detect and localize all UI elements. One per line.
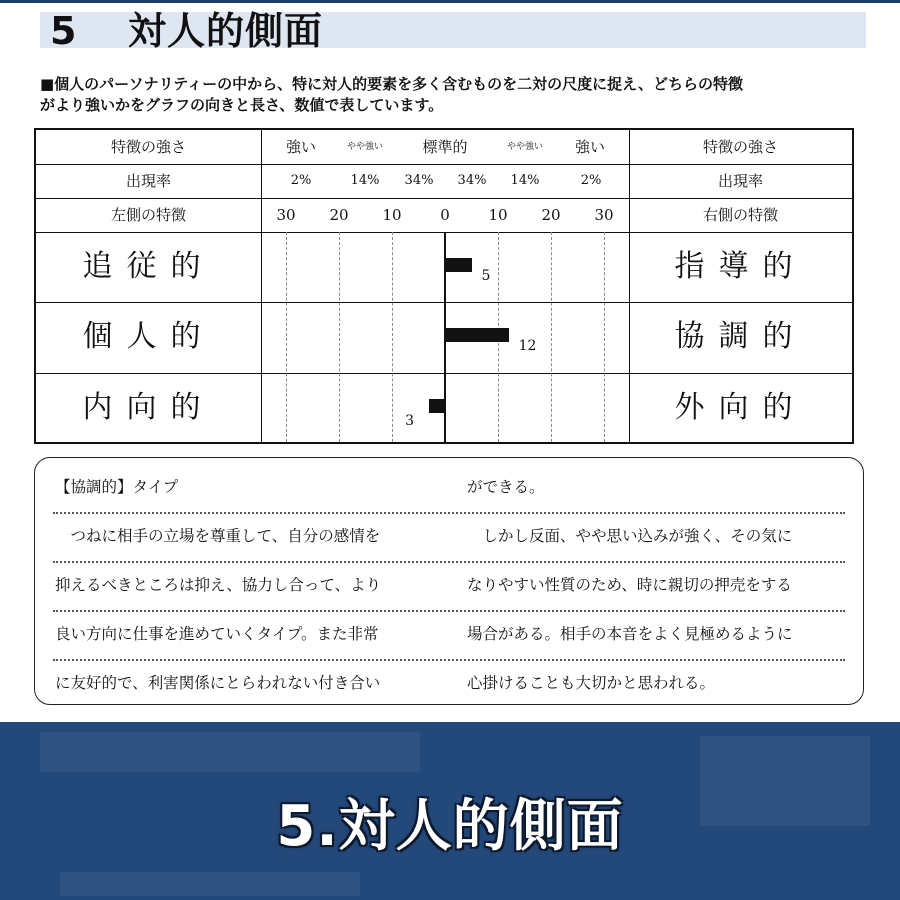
- text-line-left: つねに相手の立場を尊重して、自分の感情を: [55, 527, 381, 545]
- bar: [445, 328, 509, 342]
- axis-tick-label: 20: [541, 206, 561, 224]
- section-description: [40, 74, 860, 116]
- strength-standard: 標準的: [422, 138, 468, 156]
- strength-label-left: 特徴の強さ: [110, 138, 186, 156]
- bar: [445, 258, 472, 272]
- gridline: [286, 232, 287, 442]
- axis-label-right: 右側の特徴: [702, 206, 778, 224]
- strength-strong-left: 強い: [285, 138, 316, 156]
- gridline: [392, 232, 393, 442]
- trait-right-2: 協調的: [674, 319, 807, 354]
- gridline: [604, 232, 605, 442]
- description-line-2: がより強いかをグラフの向きと長さ、数値で表しています。: [40, 96, 444, 114]
- axis-tick-label: 30: [594, 206, 614, 224]
- bar-value-label: 3: [405, 412, 415, 429]
- rate-value: 34%: [457, 173, 487, 188]
- banner-title: 5.対人的側面: [276, 794, 624, 859]
- axis-tick-label: 20: [329, 206, 349, 224]
- axis-tick-label: 10: [488, 206, 508, 224]
- section-number: 5: [50, 9, 77, 53]
- rate-value: 2%: [580, 173, 602, 188]
- banner-backdrop-shape: [60, 872, 360, 896]
- type-heading: 【協調的】タイプ: [55, 478, 179, 496]
- axis-tick-label: 10: [382, 206, 402, 224]
- text-line-right: ができる。: [467, 478, 545, 496]
- rate-label-right: 出現率: [717, 172, 763, 190]
- axis-tick-label: 30: [276, 206, 296, 224]
- trait-left-1: 追従的: [82, 249, 215, 284]
- rate-value: 14%: [510, 173, 540, 188]
- banner-backdrop-shape: [40, 732, 420, 772]
- axis-label-left: 左側の特徴: [110, 206, 186, 224]
- text-line-left: 抑えるべきところは抑え、協力し合って、より: [55, 576, 382, 594]
- rate-value: 2%: [290, 173, 312, 188]
- bar: [429, 399, 445, 413]
- left-column-divider: [261, 130, 262, 442]
- description-line-1: ■個人のパーソナリティーの中から、特に対人的要素を多く含むものを二対の尺度に捉え、どちらの特徴: [40, 75, 743, 93]
- dotted-rule: [53, 561, 845, 563]
- strength-strong-right: 強い: [574, 138, 605, 156]
- bar-value-label: 12: [518, 337, 537, 354]
- strength-label-right: 特徴の強さ: [702, 138, 778, 156]
- dotted-rule: [53, 659, 845, 661]
- section-title: 対人的側面: [128, 9, 324, 53]
- strength-somewhat-right: やや強い: [506, 142, 543, 152]
- trait-left-3: 内向的: [82, 390, 215, 425]
- interpersonal-chart: [34, 128, 854, 444]
- gridline: [339, 232, 340, 442]
- rate-value: 14%: [350, 173, 380, 188]
- strength-somewhat-left: やや強い: [346, 142, 383, 152]
- text-line-left: 良い方向に仕事を進めていくタイプ。また非常: [55, 625, 379, 643]
- rate-label-left: 出現率: [125, 172, 171, 190]
- bar-value-label: 5: [481, 267, 491, 284]
- trait-right-1: 指導的: [674, 249, 807, 284]
- top-rule: [0, 0, 900, 3]
- text-line-right: 場合がある。相手の本音をよく見極めるように: [467, 625, 793, 643]
- rate-value: 34%: [404, 173, 434, 188]
- trait-left-2: 個人的: [82, 319, 215, 354]
- text-line-right: しかし反面、やや思い込みが強く、その気に: [467, 527, 793, 545]
- type-description-box: [34, 457, 864, 705]
- gridline: [551, 232, 552, 442]
- trait-right-3: 外向的: [674, 390, 807, 425]
- dotted-rule: [53, 610, 845, 612]
- axis-tick-label: 0: [440, 206, 450, 224]
- text-line-right: 心掛けることも大切かと思われる。: [467, 674, 716, 692]
- dotted-rule: [53, 512, 845, 514]
- text-line-right: なりやすい性質のため、時に親切の押売をする: [467, 576, 792, 594]
- bottom-banner: [0, 722, 900, 900]
- text-line-left: に友好的で、利害関係にとらわれない付き合い: [55, 674, 381, 692]
